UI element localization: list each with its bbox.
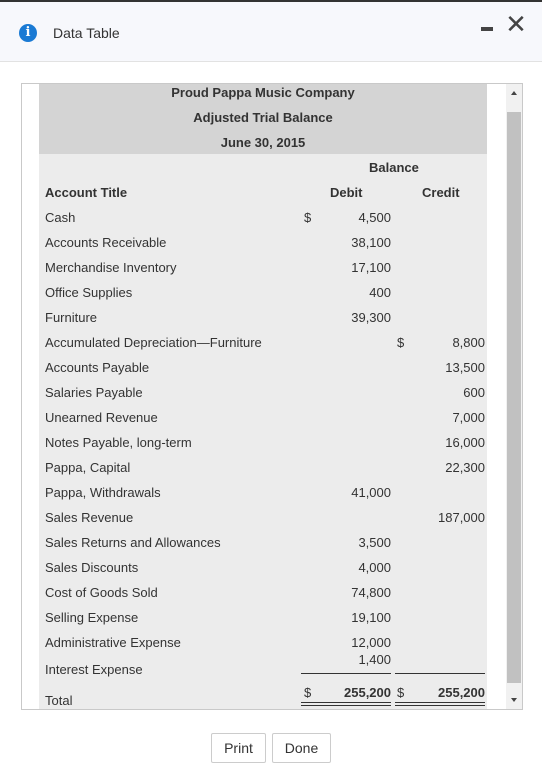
account-cell: Unearned Revenue	[45, 410, 158, 425]
debit-cell: 12,000	[351, 635, 391, 650]
table-row	[39, 435, 487, 460]
account-title-header: Account Title	[45, 185, 128, 200]
debit-cell: 3,500	[358, 535, 391, 550]
debit-cell: 41,000	[351, 485, 391, 500]
account-cell: Sales Returns and Allowances	[45, 535, 221, 550]
credit-subtotal-line	[395, 673, 485, 674]
data-table-frame	[21, 83, 523, 710]
credit-cell: 8,800	[452, 335, 485, 350]
account-cell: Pappa, Capital	[45, 460, 131, 475]
debit-cell: 4,500	[358, 210, 391, 225]
table-row	[39, 485, 487, 510]
scrollbar-thumb[interactable]	[507, 112, 521, 683]
table-row	[39, 260, 487, 285]
total-credit-sign: $	[397, 685, 405, 700]
trial-balance-table	[39, 84, 487, 710]
account-cell: Selling Expense	[45, 610, 139, 625]
account-cell: Merchandise Inventory	[45, 260, 177, 275]
total-credit: 255,200	[438, 685, 485, 700]
debit-cell: 38,100	[351, 235, 391, 250]
report-title: Adjusted Trial Balance	[193, 110, 333, 125]
total-debit: 255,200	[344, 685, 391, 700]
done-button[interactable]: Done	[272, 733, 331, 763]
debit-cell: 400	[369, 285, 391, 300]
total-label: Total	[45, 693, 73, 708]
table-row	[39, 560, 487, 585]
report-date: June 30, 2015	[220, 135, 306, 150]
credit-cell: 187,000	[438, 510, 485, 525]
credit-cell: 13,500	[445, 360, 485, 375]
account-cell: Pappa, Withdrawals	[45, 485, 161, 500]
company-name: Proud Pappa Music Company	[171, 85, 355, 100]
account-cell: Interest Expense	[45, 662, 143, 677]
account-cell: Administrative Expense	[45, 635, 181, 650]
table-row	[39, 460, 487, 485]
debit-subtotal-line	[301, 673, 391, 674]
account-cell: Salaries Payable	[45, 385, 143, 400]
account-cell: Sales Discounts	[45, 560, 139, 575]
vertical-scrollbar[interactable]	[506, 84, 522, 709]
debit-cell: 19,100	[351, 610, 391, 625]
account-cell: Accumulated Depreciation—Furniture	[45, 335, 262, 350]
print-button[interactable]: Print	[211, 733, 266, 763]
table-row	[39, 510, 487, 535]
account-cell: Accounts Payable	[45, 360, 150, 375]
account-cell: Cost of Goods Sold	[45, 585, 158, 600]
credit-total-double-line-1	[395, 702, 485, 703]
table-row	[39, 335, 487, 360]
debit-cell: 17,100	[351, 260, 391, 275]
debit-cell: 74,800	[351, 585, 391, 600]
scroll-up-arrow-icon[interactable]	[511, 91, 517, 95]
total-row	[39, 685, 487, 710]
debit-total-double-line-1	[301, 702, 391, 703]
minimize-button[interactable]	[478, 16, 498, 36]
credit-cell: 16,000	[445, 435, 485, 450]
scroll-down-arrow-icon[interactable]	[511, 698, 517, 702]
total-debit-sign: $	[304, 685, 312, 700]
table-row	[39, 410, 487, 435]
table-row	[39, 210, 487, 235]
credit-cell: 22,300	[445, 460, 485, 475]
account-cell: Sales Revenue	[45, 510, 134, 525]
account-cell: Notes Payable, long-term	[45, 435, 192, 450]
table-row	[39, 310, 487, 335]
table-row	[39, 360, 487, 385]
dialog-title: Data Table	[53, 25, 120, 41]
table-row	[39, 385, 487, 410]
account-cell: Cash	[45, 210, 76, 225]
credit-cell: 7,000	[452, 410, 485, 425]
credit-cell: 600	[463, 385, 485, 400]
debit-cell: 1,400	[358, 652, 391, 667]
table-row	[39, 535, 487, 560]
table-row	[39, 585, 487, 610]
table-row	[39, 235, 487, 260]
table-row	[39, 285, 487, 310]
info-icon: i	[19, 24, 37, 42]
debit-header: Debit	[330, 185, 363, 200]
debit-total-double-line-2	[301, 705, 391, 706]
debit-cell: 39,300	[351, 310, 391, 325]
account-cell: Furniture	[45, 310, 98, 325]
credit-header: Credit	[422, 185, 460, 200]
account-cell: Accounts Receivable	[45, 235, 167, 250]
table-row	[39, 652, 487, 682]
table-row	[39, 610, 487, 635]
balance-header: Balance	[369, 160, 419, 175]
credit-sign-cell: $	[397, 335, 405, 350]
debit-sign-cell: $	[304, 210, 312, 225]
dialog-titlebar	[0, 0, 542, 62]
credit-total-double-line-2	[395, 705, 485, 706]
account-cell: Office Supplies	[45, 285, 133, 300]
close-button[interactable]: ✕	[505, 9, 527, 39]
debit-cell: 4,000	[358, 560, 391, 575]
